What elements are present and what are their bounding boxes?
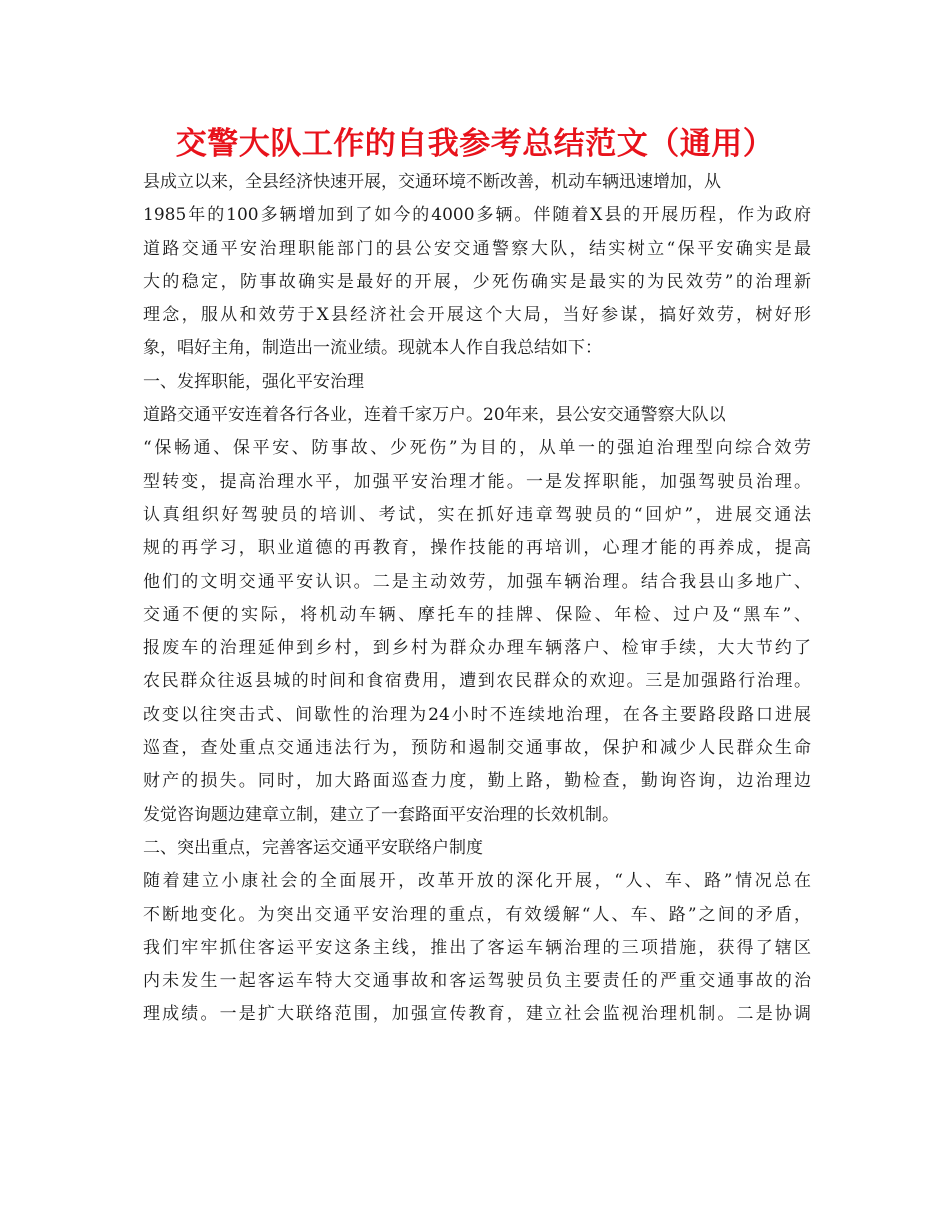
paragraph-line: 我们牢牢抓住客运平安这条主线，推出了客运车辆治理的三项措施，获得了辖区 bbox=[143, 937, 811, 958]
paragraph-line: 不断地变化。为突出交通平安治理的重点，有效缓解“人、车、路”之间的矛盾， bbox=[143, 904, 811, 925]
paragraph-line: 大的稳定，防事故确实是最好的开展，少死伤确实是最实的为民效劳”的治理新 bbox=[143, 271, 811, 292]
paragraph-line: 道路交通平安连着各行各业，连着千家万户。20年来，县公安交通警察大队以 bbox=[143, 405, 726, 426]
document-title: 交警大队工作的自我参考总结范文（通用） bbox=[175, 126, 775, 162]
document-body bbox=[143, 166, 811, 1032]
paragraph-line: 1985年的100多辆增加到了如今的4000多辆。伴随着X县的开展历程，作为政府 bbox=[143, 205, 811, 226]
paragraph-line: 随着建立小康社会的全面展开，改革开放的深化开展，“人、车、路”情况总在 bbox=[143, 871, 811, 892]
paragraph-line: 型转变，提高治理水平，加强平安治理才能。一是发挥职能，加强驾驶员治理。 bbox=[143, 471, 811, 492]
paragraph-line: “保畅通、保平安、防事故、少死伤”为目的，从单一的强迫治理型向综合效劳 bbox=[143, 438, 811, 459]
paragraph-line: 理念，服从和效劳于X县经济社会开展这个大局，当好参谋，搞好效劳，树好形 bbox=[143, 305, 811, 326]
paragraph-line: 交通不便的实际，将机动车辆、摩托车的挂牌、保险、年检、过户及“黑车”、 bbox=[143, 604, 811, 625]
paragraph-line: 认真组织好驾驶员的培训、考试，实在抓好违章驾驶员的“回炉”，进展交通法 bbox=[143, 504, 811, 525]
paragraph-line: 一、发挥职能，强化平安治理 bbox=[143, 371, 364, 392]
paragraph-line: 县成立以来，全县经济快速开展，交通环境不断改善，机动车辆迅速增加，从 bbox=[143, 172, 721, 192]
paragraph-line: 二、突出重点，完善客运交通平安联络户制度 bbox=[143, 837, 483, 858]
paragraph-line: 报废车的治理延伸到乡村，到乡村为群众办理车辆落户、检审手续，大大节约了 bbox=[143, 638, 811, 659]
paragraph-line: 道路交通平安治理职能部门的县公安交通警察大队，结实树立“保平安确实是最 bbox=[143, 238, 811, 259]
paragraph-line: 财产的损失。同时，加大路面巡查力度，勤上路，勤检查，勤询咨询，边治理边 bbox=[143, 771, 811, 792]
paragraph-line: 理成绩。一是扩大联络范围，加强宣传教育，建立社会监视治理机制。二是协调 bbox=[143, 1004, 811, 1025]
paragraph-line: 农民群众往返县城的时间和食宿费用，遭到农民群众的欢迎。三是加强路行治理。 bbox=[143, 671, 811, 692]
paragraph-line: 象，唱好主角，制造出一流业绩。现就本人作自我总结如下： bbox=[143, 338, 602, 359]
paragraph-line: 发觉咨询题边建章立制，建立了一套路面平安治理的长效机制。 bbox=[143, 804, 619, 825]
paragraph-line: 巡查，查处重点交通违法行为，预防和遏制交通事故，保护和减少人民群众生命 bbox=[143, 738, 811, 759]
paragraph-line: 规的再学习，职业道德的再教育，操作技能的再培训，心理才能的再养成，提高 bbox=[143, 538, 811, 559]
paragraph-line: 内未发生一起客运车特大交通事故和客运驾驶员负主要责任的严重交通事故的治 bbox=[143, 971, 811, 992]
paragraph-line: 改变以往突击式、间歇性的治理为24小时不连续地治理，在各主要路段路口进展 bbox=[143, 704, 811, 725]
paragraph-line: 他们的文明交通平安认识。二是主动效劳，加强车辆治理。结合我县山多地广、 bbox=[143, 571, 811, 592]
